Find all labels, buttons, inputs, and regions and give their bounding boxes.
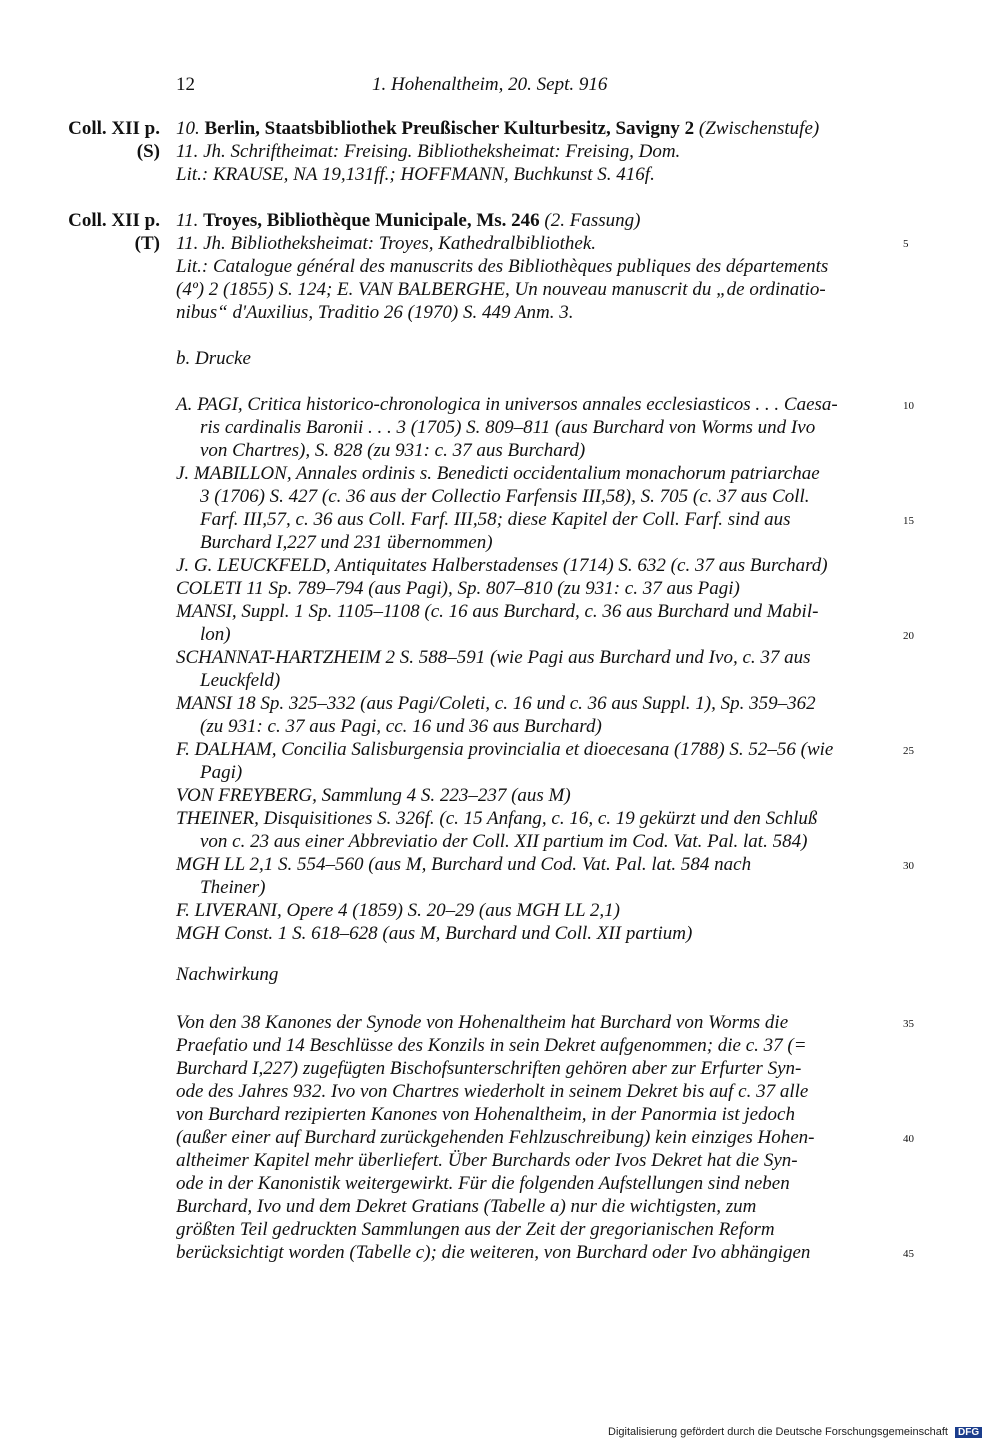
drucke-line: Theiner) bbox=[200, 877, 266, 898]
entry-10-note: (Zwischenstufe) bbox=[698, 118, 820, 139]
entry-11-line-5: nibus“ d'Auxilius, Traditio 26 (1970) S. 449 Anm. 3. bbox=[176, 302, 574, 323]
nachwirkung-line: berücksichtigt worden (Tabelle c); die weiteren, von Burchard oder Ivo abhängigen bbox=[176, 1242, 811, 1263]
drucke-line: von c. 23 aus einer Abbreviatio der Coll. XII partium im Cod. Vat. Pal. lat. 584) bbox=[200, 831, 808, 852]
entry-10-siglum: (S) bbox=[136, 141, 160, 162]
entry-11-note: (2. Fassung) bbox=[544, 210, 641, 231]
entry-11-sigil: Coll. XII p. bbox=[68, 210, 160, 231]
line-number: 5 bbox=[903, 238, 909, 250]
entry-10-number: 10. bbox=[176, 118, 200, 139]
nachwirkung-line: Burchard I,227) zugefügten Bischofsunterschriften gehören aber zur Erfurter Syn- bbox=[176, 1058, 802, 1079]
entry-11-siglum: (T) bbox=[134, 233, 160, 254]
nachwirkung-line: altheimer Kapitel mehr überliefert. Über Burchards oder Ivos Dekret hat die Syn- bbox=[176, 1150, 798, 1171]
drucke-line: J. MABILLON, Annales ordinis s. Benedicti occidentalium monachorum patriarchae bbox=[176, 463, 820, 484]
drucke-line: lon) bbox=[200, 624, 231, 645]
entry-11-number: 11. bbox=[176, 210, 199, 231]
nachwirkung-heading: Nachwirkung bbox=[176, 964, 279, 985]
drucke-line: MANSI 18 Sp. 325–332 (aus Pagi/Coleti, c. 16 und c. 36 aus Suppl. 1), Sp. 359–362 bbox=[176, 693, 816, 714]
drucke-line: MGH LL 2,1 S. 554–560 (aus M, Burchard und Cod. Vat. Pal. lat. 584 nach bbox=[176, 854, 752, 875]
drucke-line: COLETI 11 Sp. 789–794 (aus Pagi), Sp. 807–810 (zu 931: c. 37 aus Pagi) bbox=[176, 578, 740, 599]
entry-10-heading bbox=[176, 118, 819, 140]
running-title: 1. Hohenaltheim, 20. Sept. 916 bbox=[372, 74, 608, 95]
nachwirkung-line: von Burchard rezipierten Kanones von Hohenaltheim, in der Panormia ist jedoch bbox=[176, 1104, 795, 1125]
line-number: 10 bbox=[903, 400, 914, 412]
line-number: 15 bbox=[903, 515, 914, 527]
nachwirkung-line: größten Teil gedruckten Sammlungen aus der Zeit der gregorianischen Reform bbox=[176, 1219, 775, 1240]
entry-11-line-4: (4º) 2 (1855) S. 124; E. VAN BALBERGHE, Un nouveau manuscrit du „de ordinatio- bbox=[176, 279, 826, 300]
drucke-line: F. LIVERANI, Opere 4 (1859) S. 20–29 (aus MGH LL 2,1) bbox=[176, 900, 621, 921]
drucke-line: ris cardinalis Baronii . . . 3 (1705) S. 809–811 (aus Burchard von Worms und Ivo bbox=[200, 417, 816, 438]
nachwirkung-line: ode in der Kanonistik weitergewirkt. Für die folgenden Aufstellungen sind neben bbox=[176, 1173, 790, 1194]
drucke-line: 3 (1706) S. 427 (c. 36 aus der Collectio Farfensis III,58), S. 705 (c. 37 aus Coll. bbox=[200, 486, 810, 507]
drucke-line: MANSI, Suppl. 1 Sp. 1105–1108 (c. 16 aus Burchard, c. 36 aus Burchard und Mabil- bbox=[176, 601, 819, 622]
drucke-line: Leuckfeld) bbox=[200, 670, 281, 691]
entry-11-line-3: Lit.: Catalogue général des manuscrits des Bibliothèques publiques des départements bbox=[176, 256, 829, 277]
line-number: 45 bbox=[903, 1248, 914, 1260]
line-number: 30 bbox=[903, 860, 914, 872]
drucke-line: F. DALHAM, Concilia Salisburgensia provincialia et dioecesana (1788) S. 52–56 (wie bbox=[176, 739, 834, 760]
nachwirkung-line: Praefatio und 14 Beschlüsse des Konzils in sein Dekret aufgenommen; die c. 37 (= bbox=[176, 1035, 807, 1056]
footer-text: Digitalisierung gefördert durch die Deutsche Forschungsgemeinschaft bbox=[608, 1426, 948, 1438]
entry-11-heading bbox=[176, 210, 640, 232]
digitization-footer bbox=[608, 1426, 982, 1438]
nachwirkung-line: (außer einer auf Burchard zurückgehenden Fehlzuschreibung) kein einziges Hohen- bbox=[176, 1127, 815, 1148]
entry-11-line-2: 11. Jh. Bibliotheksheimat: Troyes, Kathedralbibliothek. bbox=[176, 233, 597, 254]
dfg-logo: DFG bbox=[955, 1427, 982, 1438]
nachwirkung-line: Burchard, Ivo und dem Dekret Gratians (Tabelle a) nur die wichtigsten, zum bbox=[176, 1196, 757, 1217]
line-number: 35 bbox=[903, 1018, 914, 1030]
drucke-line: VON FREYBERG, Sammlung 4 S. 223–237 (aus M) bbox=[176, 785, 571, 806]
drucke-line: Farf. III,57, c. 36 aus Coll. Farf. III,58; diese Kapitel der Coll. Farf. sind aus bbox=[200, 509, 791, 530]
drucke-line: A. PAGI, Critica historico-chronologica in universos annales ecclesiasticos . . . Caesa- bbox=[176, 394, 838, 415]
drucke-line: von Chartres), S. 828 (zu 931: c. 37 aus Burchard) bbox=[200, 440, 586, 461]
entry-10-sigil: Coll. XII p. bbox=[68, 118, 160, 139]
drucke-line: MGH Const. 1 S. 618–628 (aus M, Burchard und Coll. XII partium) bbox=[176, 923, 693, 944]
drucke-line: J. G. LEUCKFELD, Antiquitates Halberstadenses (1714) S. 632 (c. 37 aus Burchard) bbox=[176, 555, 828, 576]
page-number: 12 bbox=[176, 74, 195, 95]
line-number: 25 bbox=[903, 745, 914, 757]
nachwirkung-line: ode des Jahres 932. Ivo von Chartres wiederholt in seinem Dekret bis auf c. 37 alle bbox=[176, 1081, 809, 1102]
line-number: 40 bbox=[903, 1133, 914, 1145]
entry-10-title: Berlin, Staatsbibliothek Preußischer Kulturbesitz, Savigny 2 bbox=[204, 118, 695, 139]
drucke-line: Pagi) bbox=[200, 762, 243, 783]
drucke-line: (zu 931: c. 37 aus Pagi, cc. 16 und 36 aus Burchard) bbox=[200, 716, 602, 737]
entry-10-line-3: Lit.: KRAUSE, NA 19,131ff.; HOFFMANN, Buchkunst S. 416f. bbox=[176, 164, 655, 185]
entry-10-line-2: 11. Jh. Schriftheimat: Freising. Bibliotheksheimat: Freising, Dom. bbox=[176, 141, 681, 162]
entry-11-title: Troyes, Bibliothèque Municipale, Ms. 246 bbox=[203, 210, 540, 231]
nachwirkung-line: Von den 38 Kanones der Synode von Hohenaltheim hat Burchard von Worms die bbox=[176, 1012, 789, 1033]
drucke-heading: b. Drucke bbox=[176, 348, 251, 369]
line-number: 20 bbox=[903, 630, 914, 642]
drucke-line: THEINER, Disquisitiones S. 326f. (c. 15 Anfang, c. 16, c. 19 gekürzt und den Schluß bbox=[176, 808, 818, 829]
drucke-line: SCHANNAT-HARTZHEIM 2 S. 588–591 (wie Pagi aus Burchard und Ivo, c. 37 aus bbox=[176, 647, 811, 668]
drucke-line: Burchard I,227 und 231 übernommen) bbox=[200, 532, 493, 553]
